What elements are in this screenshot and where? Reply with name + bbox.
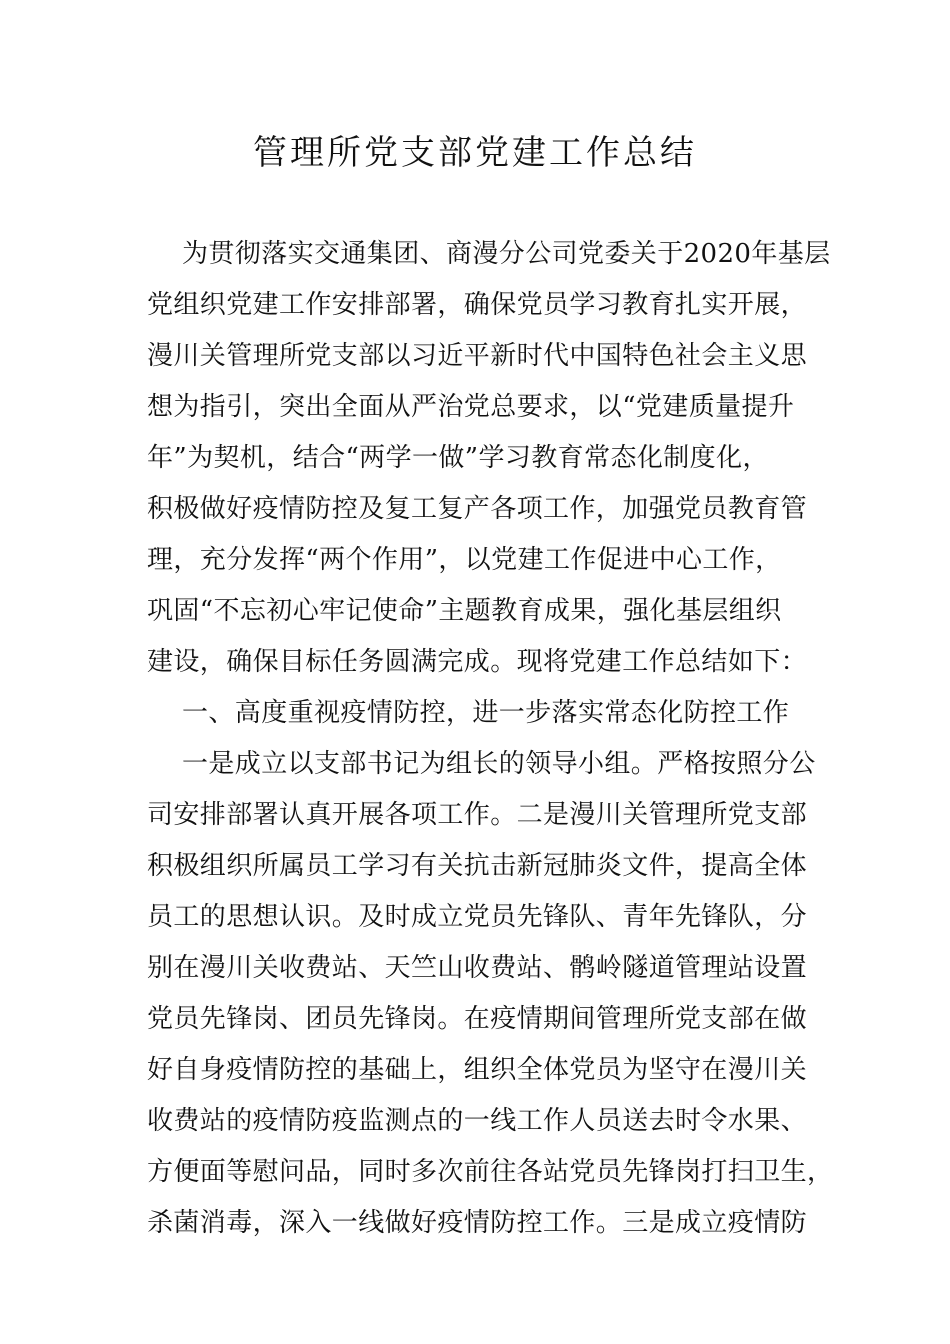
- paragraph-line: 一是成立以支部书记为组长的领导小组。严格按照分公: [182, 749, 816, 779]
- paragraph-line: 积极组织所属员工学习有关抗击新冠肺炎文件，提高全体: [147, 851, 808, 881]
- paragraph-line: 好自身疫情防控的基础上，组织全体党员为坚守在漫川关: [147, 1055, 808, 1085]
- paragraph-line: 收费站的疫情防疫监测点的一线工作人员送去时令水果、: [147, 1106, 808, 1136]
- paragraph-line: 员工的思想认识。及时成立党员先锋队、青年先锋队，分: [147, 902, 808, 932]
- paragraph-line: 年”为契机，结合“两学一做”学习教育常态化制度化，: [147, 443, 769, 473]
- paragraph-line: 党组织党建工作安排部署，确保党员学习教育扎实开展，: [147, 290, 808, 320]
- paragraph-line: 漫川关管理所党支部以习近平新时代中国特色社会主义思: [147, 341, 808, 371]
- document-title: 管理所党支部党建工作总结: [253, 133, 697, 173]
- paragraph-line: 司安排部署认真开展各项工作。二是漫川关管理所党支部: [147, 800, 808, 830]
- paragraph-line: 想为指引，突出全面从严治党总要求，以“党建质量提升: [147, 392, 795, 422]
- paragraph-line: 积极做好疫情防控及复工复产各项工作，加强党员教育管: [147, 494, 808, 524]
- paragraph-line: 党员先锋岗、团员先锋岗。在疫情期间管理所党支部在做: [147, 1004, 808, 1034]
- section-heading: 一、高度重视疫情防控，进一步落实常态化防控工作: [182, 698, 790, 728]
- paragraph-line: 杀菌消毒，深入一线做好疫情防控工作。三是成立疫情防: [147, 1208, 808, 1238]
- paragraph-line: 方便面等慰问品，同时多次前往各站党员先锋岗打扫卫生，: [147, 1157, 834, 1187]
- paragraph-line: 理，充分发挥“两个作用”，以党建工作促进中心工作，: [147, 545, 782, 575]
- paragraph-line: 为贯彻落实交通集团、商漫分公司党委关于2020年基层: [182, 239, 831, 269]
- paragraph-line: 建设，确保目标任务圆满完成。现将党建工作总结如下：: [147, 647, 808, 677]
- paragraph-line: 巩固“不忘初心牢记使命”主题教育成果，强化基层组织: [147, 596, 782, 626]
- paragraph-line: 别在漫川关收费站、天竺山收费站、鹘岭隧道管理站设置: [147, 953, 808, 983]
